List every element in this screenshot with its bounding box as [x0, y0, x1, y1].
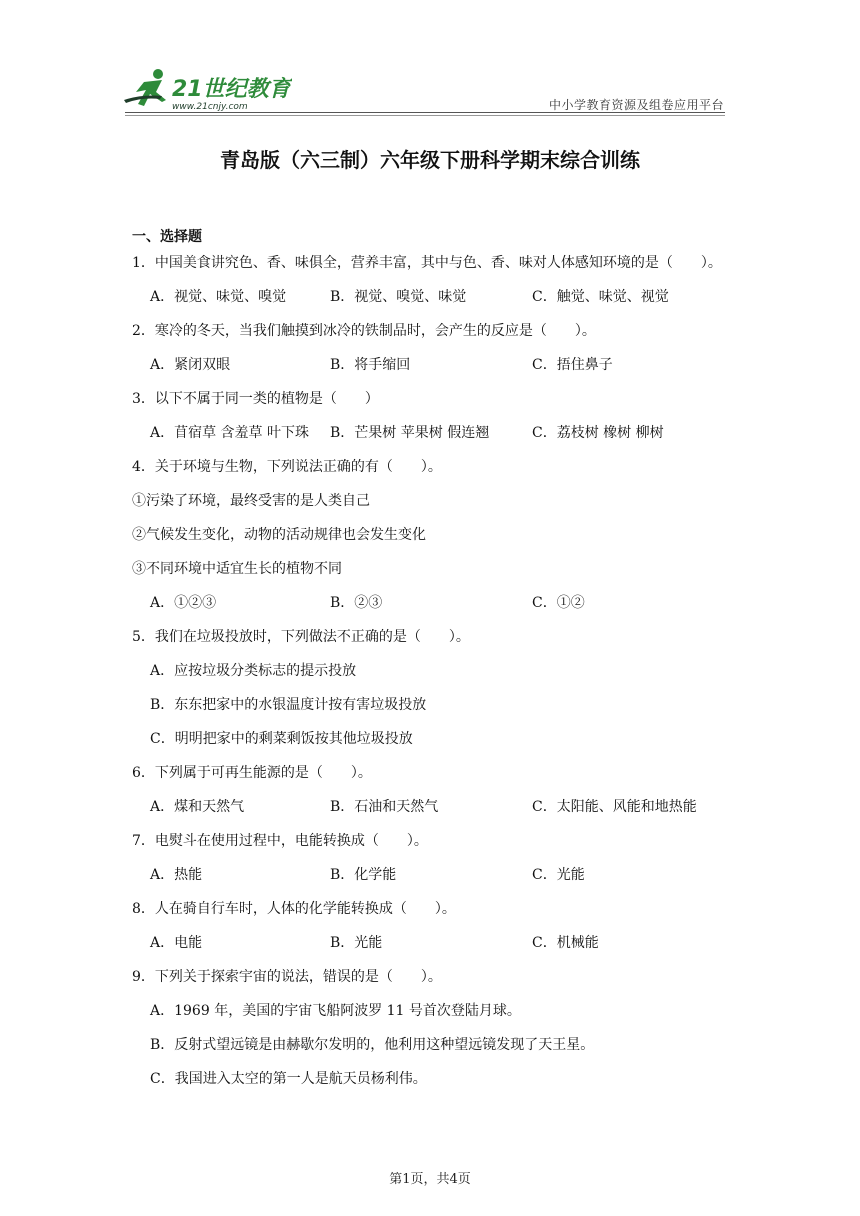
answer-option[interactable]: C．光能 [532, 867, 585, 883]
logo-url: www.21cnjy.com [172, 102, 248, 112]
question-stem: 2．寒冷的冬天，当我们触摸到冰冷的铁制品时，会产生的反应是（ ）。 [132, 323, 596, 339]
answer-option[interactable]: A．1969 年，美国的宇宙飞船阿波罗 11 号首次登陆月球。 [150, 1003, 521, 1019]
option-row [132, 286, 752, 320]
answer-option[interactable]: B．视觉、嗅觉、味觉 [330, 289, 467, 305]
answer-option[interactable]: C．太阳能、风能和地热能 [532, 799, 697, 815]
answer-option[interactable]: B．反射式望远镜是由赫歇尔发明的，他利用这种望远镜发现了天王星。 [150, 1037, 595, 1053]
answer-option[interactable]: A．苜宿草 含羞草 叶下珠 [150, 425, 310, 441]
runner-logo-icon [122, 66, 292, 112]
answer-option[interactable]: B．石油和天然气 [330, 799, 439, 815]
page-title: 青岛版（六三制）六年级下册科学期末综合训练 [220, 148, 640, 172]
answer-option[interactable]: A．①②③ [150, 595, 217, 611]
option-row [132, 796, 752, 830]
option-row [132, 592, 752, 626]
answer-option[interactable]: C．①② [532, 595, 585, 611]
answer-option[interactable]: C．机械能 [532, 935, 599, 951]
question-stem: 1．中国美食讲究色、香、味俱全，营养丰富，其中与色、香、味对人体感知环境的是（ ）。 [132, 255, 722, 271]
answer-option[interactable]: B．芒果树 苹果树 假连翘 [330, 425, 490, 441]
question-stem: 4．关于环境与生物，下列说法正确的有（ ）。 [132, 459, 442, 475]
header-divider-thin [125, 115, 725, 116]
answer-option[interactable]: B．东东把家中的水银温度计按有害垃圾投放 [150, 697, 427, 713]
logo [122, 66, 292, 112]
answer-option[interactable]: B．②③ [330, 595, 383, 611]
option-row [132, 354, 752, 388]
page-header [0, 0, 860, 120]
answer-option[interactable]: A．热能 [150, 867, 203, 883]
answer-option[interactable]: B．光能 [330, 935, 383, 951]
answer-option[interactable]: A．电能 [150, 935, 203, 951]
question-stem: 3．以下不属于同一类的植物是（ ） [132, 391, 379, 407]
answer-option[interactable]: A．应按垃圾分类标志的提示投放 [150, 663, 357, 679]
answer-option[interactable]: C．捂住鼻子 [532, 357, 613, 373]
answer-option[interactable]: C．触觉、味觉、视觉 [532, 289, 669, 305]
answer-option[interactable]: B．化学能 [330, 867, 397, 883]
answer-option[interactable]: C．荔枝树 橡树 柳树 [532, 425, 664, 441]
answer-option[interactable]: A．视觉、味觉、嗅觉 [150, 289, 287, 305]
page-footer: 第1页，共4页 [389, 1172, 471, 1187]
question-stem: 5．我们在垃圾投放时，下列做法不正确的是（ ）。 [132, 629, 470, 645]
answer-option[interactable]: C．我国进入太空的第一人是航天员杨利伟。 [150, 1071, 427, 1087]
question-statement: ①污染了环境，最终受害的是人类自己 [132, 493, 370, 509]
question-stem: 9．下列关于探索宇宙的说法，错误的是（ ）。 [132, 969, 442, 985]
header-divider [125, 112, 725, 113]
option-row [132, 422, 752, 456]
logo-text: 21世纪教育 [172, 77, 291, 102]
question-statement: ③不同环境中适宜生长的植物不同 [132, 561, 342, 577]
option-row [132, 864, 752, 898]
question-stem: 7．电熨斗在使用过程中，电能转换成（ ）。 [132, 833, 428, 849]
answer-option[interactable]: B．将手缩回 [330, 357, 411, 373]
answer-option[interactable]: A．紧闭双眼 [150, 357, 231, 373]
question-list [132, 226, 752, 1102]
section-heading: 一、选择题 [132, 229, 202, 245]
platform-name: 中小学教育资源及组卷应用平台 [548, 98, 724, 112]
question-stem: 8．人在骑自行车时，人体的化学能转换成（ ）。 [132, 901, 456, 917]
question-statement: ②气候发生变化，动物的活动规律也会发生变化 [132, 527, 426, 543]
answer-option[interactable]: A．煤和天然气 [150, 799, 245, 815]
question-stem: 6．下列属于可再生能源的是（ ）。 [132, 765, 372, 781]
answer-option[interactable]: C．明明把家中的剩菜剩饭按其他垃圾投放 [150, 731, 413, 747]
option-row [132, 932, 752, 966]
